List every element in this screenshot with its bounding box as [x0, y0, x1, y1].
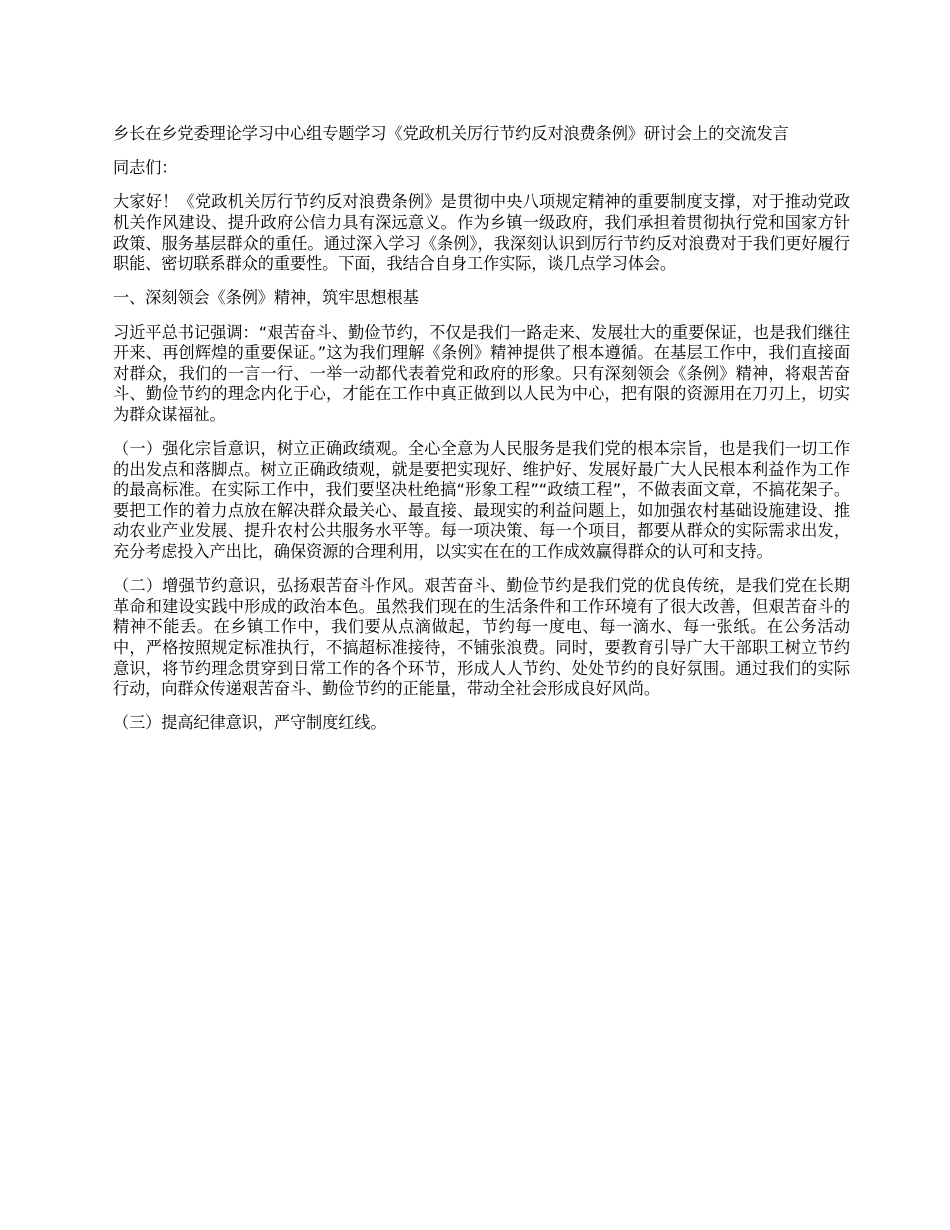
document-page — [113, 124, 850, 748]
paragraph-subsection-3: （三）提高纪律意识，严守制度红线。 — [113, 713, 387, 733]
salutation: 同志们： — [113, 158, 178, 178]
paragraph-intro: 大家好！《党政机关厉行节约反对浪费条例》是贯彻中央八项规定精神的重要制度支撑，对于推动党政机关作风建设、提升政府公信力具有深远意义。作为乡镇一级政府，我们承担着贯彻执行党和国家方针政策、服务基层群众的重任。通过深入学习《条例》，我深刻认识到厉行节约反对浪费对于我们更好履行职能、密切联系群众的重要性。下面，我结合自身工作实际，谈几点学习体会。 — [113, 192, 850, 274]
paragraph-section-1: 习近平总书记强调：“艰苦奋斗、勤俭节约，不仅是我们一路走来、发展壮大的重要保证，也是我们继往开来、再创辉煌的重要保证。”这为我们理解《条例》精神提供了根本遵循。在基层工作中，我们直接面对群众，我们的一言一行、一举一动都代表着党和政府的形象。只有深刻领会《条例》精神，将艰苦奋斗、勤俭节约的理念内化于心，才能在工作中真正做到以人民为中心，把有限的资源用在刀刃上，切实为群众谋福祉。 — [113, 322, 850, 424]
section-heading-1: 一、深刻领会《条例》精神，筑牢思想根基 — [113, 288, 419, 308]
paragraph-subsection-1: （一）强化宗旨意识，树立正确政绩观。全心全意为人民服务是我们党的根本宗旨，也是我们一切工作的出发点和落脚点。树立正确政绩观，就是要把实现好、维护好、发展好最广大人民根本利益作为工作的最高标准。在实际工作中，我们要坚决杜绝搞“形象工程”“政绩工程”，不做表面文章，不搞花架子。要把工作的着力点放在解决群众最关心、最直接、最现实的利益问题上，如加强农村基础设施建设、推动农业产业发展、提升农村公共服务水平等。每一项决策、每一个项目，都要从群众的实际需求出发，充分考虑投入产出比，确保资源的合理利用，以实实在在的工作成效赢得群众的认可和支持。 — [113, 439, 850, 562]
paragraph-subsection-2: （二）增强节约意识，弘扬艰苦奋斗作风。艰苦奋斗、勤俭节约是我们党的优良传统，是我们党在长期革命和建设实践中形成的政治本色。虽然我们现在的生活条件和工作环境有了很大改善，但艰苦奋斗的精神不能丢。在乡镇工作中，我们要从点滴做起，节约每一度电、每一滴水、每一张纸。在公务活动中，严格按照规定标准执行，不搞超标准接待，不铺张浪费。同时，要教育引导广大干部职工树立节约意识，将节约理念贯穿到日常工作的各个环节，形成人人节约、处处节约的良好氛围。通过我们的实际行动，向群众传递艰苦奋斗、勤俭节约的正能量，带动全社会形成良好风尚。 — [113, 576, 850, 699]
document-title: 乡长在乡党委理论学习中心组专题学习《党政机关厉行节约反对浪费条例》研讨会上的交流发言 — [113, 124, 789, 143]
